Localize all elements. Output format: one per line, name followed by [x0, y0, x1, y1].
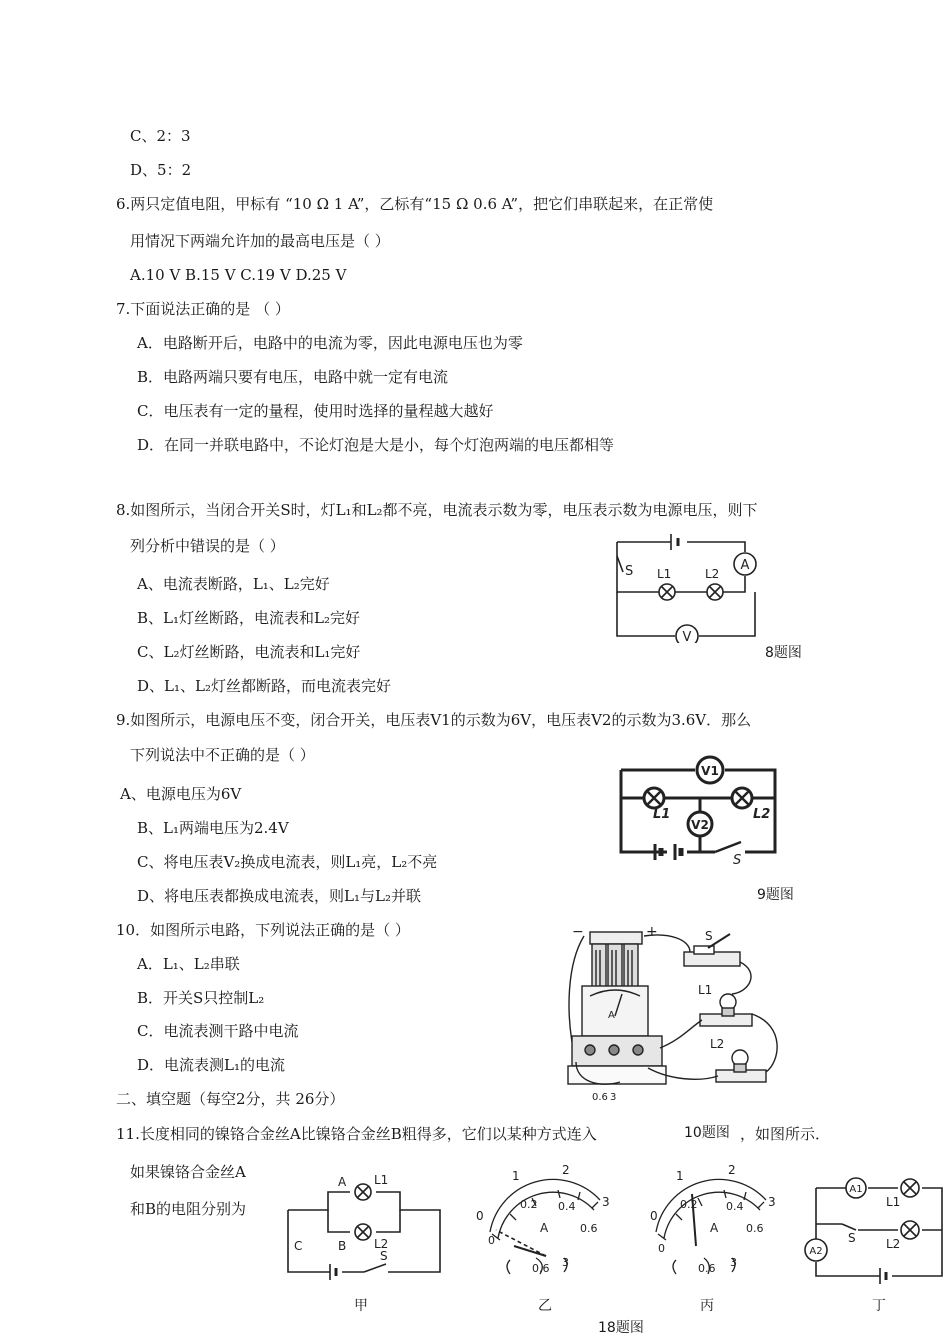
- l1-label: L1: [653, 807, 671, 822]
- fig10-physical-circuit: [560, 922, 790, 1104]
- scale-top-2: 2: [562, 1163, 570, 1177]
- q11-line3: 和B的电阻分别为: [130, 1200, 247, 1218]
- terminal-3: 3: [730, 1256, 737, 1269]
- a1-label: A1: [849, 1184, 863, 1195]
- q8-option-a: A、电流表断路，L₁、L₂完好: [137, 575, 330, 593]
- switch-label: S: [625, 564, 634, 579]
- switch-label: S: [848, 1231, 856, 1245]
- scale-bottom-04: 0.4: [726, 1200, 744, 1213]
- fig9-circuit: [615, 750, 785, 865]
- scale-bottom-0: 0: [658, 1242, 665, 1255]
- q9-option-d: D、将电压表都换成电流表，则L₁与L₂并联: [137, 887, 421, 905]
- option-d: D、5：2: [130, 161, 192, 179]
- a2-label: A2: [809, 1246, 823, 1257]
- q9-line2: 下列说法中不正确的是（ ）: [130, 746, 315, 764]
- l2-label: L2: [705, 567, 720, 581]
- q6-options: A.10 V B.15 V C.19 V D.25 V: [130, 266, 347, 284]
- l1-label: L1: [886, 1195, 901, 1209]
- q8-option-c: C、L₂灯丝断路，电流表和L₁完好: [137, 643, 361, 661]
- scale-top-0: 0: [650, 1209, 658, 1223]
- scale-top-0: 0: [476, 1209, 484, 1223]
- q6-line1: 6.两只定值电阻，甲标有 “10 Ω 1 A”，乙标有“15 Ω 0.6 A”，把它们串联起来，在正常使: [116, 195, 714, 213]
- option-c: C、2：3: [130, 127, 191, 145]
- scale-top-3: 3: [768, 1195, 776, 1209]
- fig-ding-caption: 丁: [872, 1298, 886, 1314]
- q10-option-b: B．开关S只控制L₂: [137, 989, 265, 1007]
- q7-option-d: D．在同一并联电路中，不论灯泡是大是小，每个灯泡两端的电压都相等: [137, 436, 615, 454]
- fig-bing-caption: 丙: [700, 1298, 714, 1314]
- node-a: A: [338, 1175, 347, 1189]
- q10-stem: 10．如图所示电路，下列说法正确的是（ ）: [116, 921, 410, 939]
- fig18-ding-circuit: [800, 1172, 948, 1284]
- voltmeter-label: V: [682, 630, 692, 643]
- section-2-heading: 二、填空题（每空2分，共 26分）: [116, 1090, 345, 1108]
- fig8-caption: 8题图: [765, 645, 802, 661]
- l2-label: L2: [886, 1237, 901, 1251]
- fig18-yi-ammeter: [470, 1160, 620, 1280]
- scale-bottom-06: 0.6: [746, 1222, 764, 1235]
- unit-a: A: [540, 1221, 549, 1235]
- scale-top-3: 3: [602, 1195, 610, 1209]
- term-3: 3: [610, 1092, 617, 1103]
- switch-label: S: [705, 929, 713, 943]
- l1-label: L1: [657, 567, 672, 581]
- battery-plus: +: [646, 924, 658, 940]
- v2-label: V2: [691, 818, 709, 832]
- scale-top-2: 2: [728, 1163, 736, 1177]
- fig-jia-caption: 甲: [354, 1298, 368, 1314]
- q10-option-c: C．电流表测干路中电流: [137, 1022, 299, 1040]
- q10-option-d: D．电流表测L₁的电流: [137, 1056, 286, 1074]
- switch-s: [617, 556, 623, 572]
- q9-option-a: A、电源电压为6V: [120, 785, 242, 803]
- needle-dashed: [496, 1230, 546, 1256]
- switch-label: S: [380, 1249, 388, 1263]
- q10-option-a: A．L₁、L₂串联: [137, 955, 240, 973]
- q7-option-b: B．电路两端只要有电压，电路中就一定有电流: [137, 368, 449, 386]
- q11-line1-end: ，如图所示．: [740, 1125, 831, 1143]
- q8-line2: 列分析中错误的是（ ）: [130, 537, 285, 555]
- q7-option-a: A．电路断开后，电路中的电流为零，因此电源电压也为零: [137, 334, 523, 352]
- scale-top-1: 1: [676, 1169, 684, 1183]
- l1-label: L1: [698, 983, 713, 997]
- fig18-caption: 18题图: [598, 1320, 644, 1336]
- scale-bottom-04: 0.4: [558, 1200, 576, 1213]
- q11-line1: 11.长度相同的镍铬合金丝A比镍铬合金丝B粗得多，它们以某种方式连入: [116, 1125, 597, 1143]
- fig18-jia-circuit: [280, 1170, 445, 1282]
- q7-option-c: C．电压表有一定的量程，使用时选择的量程越大越好: [137, 402, 494, 420]
- terminal-06: 0.6: [698, 1262, 716, 1275]
- l2-label: L2: [710, 1037, 725, 1051]
- switch-s: [842, 1224, 856, 1230]
- ammeter-label: A: [608, 1010, 615, 1021]
- scale-bottom-02: 0.2: [680, 1198, 698, 1211]
- l1-label: L1: [374, 1173, 389, 1187]
- l2-label: L2: [753, 807, 771, 822]
- scale-bottom-06: 0.6: [580, 1222, 598, 1235]
- switch-s: [715, 842, 741, 852]
- l2-label: L2: [374, 1237, 389, 1251]
- q9-option-b: B、L₁两端电压为2.4V: [137, 819, 289, 837]
- q9-option-c: C、将电压表V₂换成电流表，则L₁亮，L₂不亮: [137, 853, 438, 871]
- v1-label: V1: [701, 764, 719, 778]
- node-b: B: [338, 1239, 347, 1253]
- battery-minus: −: [572, 924, 584, 940]
- lamp-l2: [716, 1050, 766, 1082]
- fig8-circuit: [605, 528, 775, 643]
- node-c: C: [294, 1239, 303, 1253]
- switch-label: S: [733, 853, 742, 865]
- q6-line2: 用情况下两端允许加的最高电压是（ ）: [130, 232, 390, 250]
- ammeter-label: A: [740, 558, 750, 573]
- scale-top-1: 1: [512, 1169, 520, 1183]
- switch-s: [364, 1264, 386, 1272]
- fig10-caption: 10题图: [680, 1122, 734, 1142]
- lamp-l1: [700, 994, 752, 1026]
- term-0-6: 0.6: [592, 1092, 608, 1103]
- q8-option-b: B、L₁灯丝断路，电流表和L₂完好: [137, 609, 360, 627]
- q11-line2: 如果镍铬合金丝A: [130, 1163, 246, 1181]
- terminal-06: 0.6: [532, 1262, 550, 1275]
- fig-yi-caption: 乙: [538, 1298, 552, 1314]
- q7-stem: 7.下面说法正确的是 （ ）: [116, 300, 290, 318]
- terminal-3: 3: [562, 1256, 569, 1269]
- q8-option-d: D、L₁、L₂灯丝都断路，而电流表完好: [137, 677, 391, 695]
- q9-line1: 9.如图所示，电源电压不变，闭合开关，电压表V1的示数为6V，电压表V2的示数为3.6V．那么: [116, 711, 752, 729]
- q8-line1: 8.如图所示，当闭合开关S时，灯L₁和L₂都不亮，电流表示数为零，电压表示数为电源电压，则下: [116, 501, 758, 519]
- needle: [514, 1246, 546, 1256]
- scale-bottom-0: 0: [488, 1234, 495, 1247]
- scale-bottom-02: 0.2: [520, 1198, 538, 1211]
- unit-a: A: [710, 1221, 719, 1235]
- fig9-caption: 9题图: [757, 887, 794, 903]
- fig18-bing-ammeter: [636, 1160, 786, 1280]
